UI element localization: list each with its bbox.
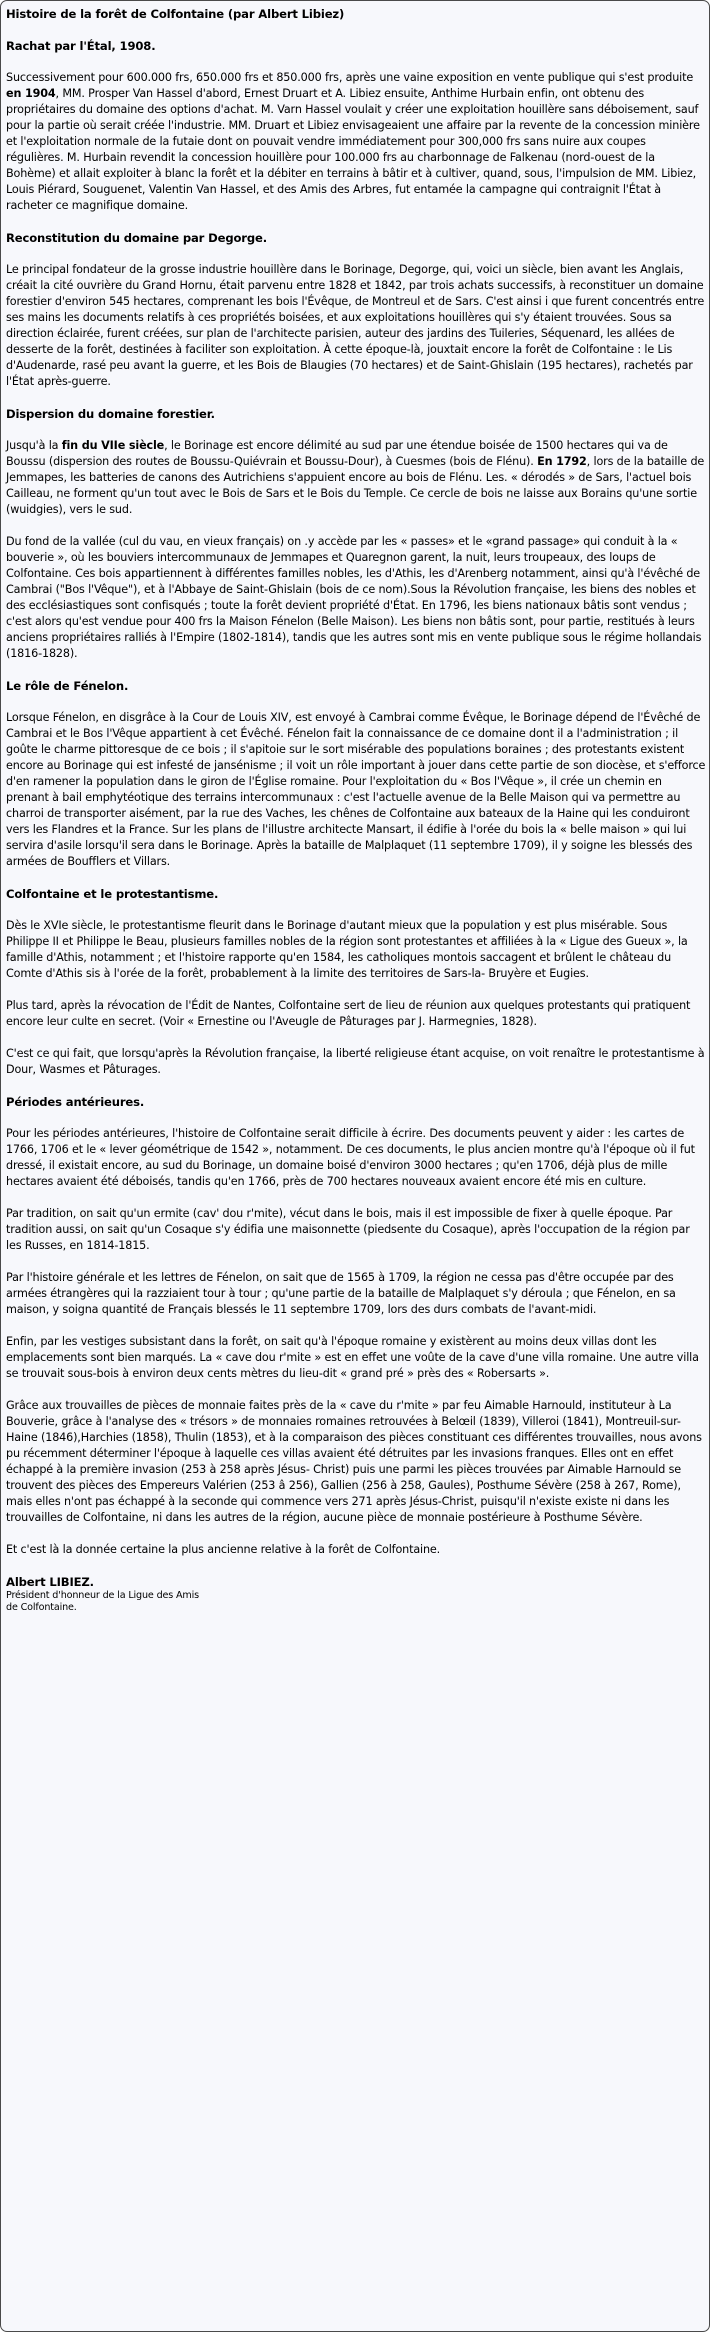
paragraph: Plus tard, après la révocation de l'Édit de Nantes, Colfontaine sert de lieu de réunion aux quelques protestants qui pratiquent encore leur culte en secret. (Voir « Ernestine ou l'Aveugle de Pâturages par J. Harmegnies, 1828). — [6, 999, 691, 1028]
signature-role-line2: de Colfontaine. — [6, 1602, 77, 1613]
paragraph: Du fond de la vallée (cul du vau, en vieux français) on .y accède par les « passes» et le «grand passage» qui conduit à la « bouverie », où les bouviers intercommunaux de Jemmapes et Quaregnon garent, la nuit, leurs troupeaux, des loups de Colfontaine. Ces bois appartiennent à différentes familles nobles, les d'Athis, les d'Arenberg notamment, ainsi qu'à l'évêché de Cambrai ("Bos l'Vêque"), et à l'Abbaye de Saint-Ghislain (bois de ce nom).Sous la Révolution française, les biens des nobles et des ecclésiastiques sont confisqués ; toute la forêt devient propriété d'État. En 1796, les biens nationaux bâtis sont vendus ; c'est alors qu'est vendue pour 400 frs la Maison Fénelon (Belle Maison). Les biens non bâtis sont, pour partie, restitués à leurs anciens propriétaires ralliés à l'Empire (1802-1814), tandis que les autres sont mis en vente publique sous le régime hollandais (1816-1828). — [6, 535, 702, 660]
signature — [6, 1574, 706, 1614]
paragraph-emphasis: en 1904 — [6, 87, 56, 100]
paragraph-emphasis: En 1792 — [537, 455, 587, 468]
page-title: Histoire de la forêt de Colfontaine (par Albert Libiez) — [6, 7, 345, 21]
paragraph: C'est ce qui fait, que lorsqu'après la Révolution française, la liberté religieuse étant acquise, on voit renaître le protestantisme à Dour, Wasmes et Pâturages. — [6, 1047, 705, 1076]
paragraph: Lorsque Fénelon, en disgrâce à la Cour de Louis XIV, est envoyé à Cambrai comme Évêque, le Borinage dépend de l'Évêché de Cambrai et le Bos l'Vêque appartient à cet Évêché. Fénelon fait la connaissance de ce domaine dont il a l'administration ; il goûte le charme pittoresque de ce bois ; il s'apitoie sur le sort misérable des populations boraines ; des protestants existent encore au Borinage qui est infesté de jansénisme ; il voit un rôle important à jouer dans cette partie de son diocèse, et s'efforce d'en ramener la population dans le giron de l'Église romaine. Pour l'exploitation du « Bos l'Vêque », il crée un chemin en prenant à bail emphytéotique des terrains intercommunaux : c'est l'actuelle avenue de la Belle Maison qui va permettre au charroi de transporter aisément, par la rue des Vaches, les chênes de Colfontaine aux bateaux de la Haine qui les conduiront vers les Flandres et la France. Sur les plans de l'illustre architecte Mansart, il édifie à l'orée du bois la « belle maison » qui lui servira d'asile lorsqu'il sera dans le Borinage. Après la bataille de Malplaquet (11 septembre 1709), il y soigne les blessés des armées de Boufflers et Villars. — [6, 711, 706, 868]
paragraph: Enfin, par les vestiges subsistant dans la forêt, on sait qu'à l'époque romaine y existèrent au moins deux villas dont les emplacements sont bien marqués. La « cave dou r'mite » est en effet une voûte de la cave d'une villa romaine. Une autre villa se trouvait sous-bois à environ deux cents mètres du lieu-dit « grand pré » près des « Robersarts ». — [6, 1335, 699, 1380]
signature-name: Albert LIBIEZ. — [6, 1575, 94, 1589]
section-heading-dispersion: Dispersion du domaine forestier. — [6, 407, 215, 421]
paragraph — [6, 438, 706, 518]
section-heading-fenelon: Le rôle de Fénelon. — [6, 679, 129, 693]
paragraph-text: Jusqu'à la — [6, 439, 62, 452]
paragraph: Par l'histoire générale et les lettres de Fénelon, on sait que de 1565 à 1709, la région ne cessa pas d'être occupée par des armées étrangères qui la razziaient tour à tour ; qu'une partie de la bataille de Malplaquet s'y déroula ; que Fénelon, en sa maison, y soigna quantité de Français blessés le 11 septembre 1709, lors des durs combats de l'avant-midi. — [6, 1271, 676, 1316]
paragraph: Dès le XVIe siècle, le protestantisme fleurit dans le Borinage d'autant mieux que la population y est plus misérable. Sous Philippe II et Philippe le Beau, plusieurs familles nobles de la région sont protestantes et affiliées à la « Ligue des Gueux », la famille d'Athis, notamment ; et l'histoire rapporte qu'en 1584, les catholiques montois saccagent et brûlent le château du Comte d'Athis sis à l'orée de la forêt, probablement à la limite des territoires de Sars-la- Bruyère et Eugies. — [6, 919, 688, 980]
signature-role-line1: Président d'honneur de la Ligue des Amis — [6, 1590, 199, 1601]
paragraph — [6, 70, 706, 214]
paragraph-text: , lors de la bataille de Jemmapes, les batteries de canons des Autrichiens s'appuient encore au bois de Flénu. Les. « dérodés » de Sars, l'actuel bois Cailleau, ne forment qu'un tout avec le Bois de Sars et le Bois du Temple. Ce cercle de bois ne laisse aux Borains qu'une sortie (wuidgies), vers le sud. — [6, 455, 705, 516]
section-heading-reconstitution: Reconstitution du domaine par Degorge. — [6, 231, 267, 245]
paragraph-text: , MM. Prosper Van Hassel d'abord, Ernest Druart et A. Libiez ensuite, Anthime Hurbain enfin, ont obtenu des propriétaires du domaine des options d'achat. M. Varn Hassel voulait y créer une exploitation houillère sans déboisement, sauf pour la partie où serait créée l'industrie. MM. Druart et Libiez envisageaient une affaire par la revente de la concession minière et l'exploitation normale de la futaie dont on pouvait vendre immédiatement pour 300,000 frs sans nuire aux coupes régulières. M. Hurbain revendit la concession houillère pour 100.000 frs au charbonnage de Falkenau (nord-ouest de la Bohème) et allait exploiter à blanc la forêt et la débiter en terrains à bâtir et à cultiver, quand, sous, l'impulsion de MM. Libiez, Louis Piérard, Souguenet, Valentin Van Hassel, et des Amis des Arbres, fut entamée la campagne qui contraignit l'État à racheter ce magnifique domaine. — [6, 87, 700, 212]
section-heading-rachat: Rachat par l'Étal, 1908. — [6, 39, 156, 53]
article-content — [6, 6, 706, 1614]
paragraph: Et c'est là la donnée certaine la plus ancienne relative à la forêt de Colfontaine. — [6, 1543, 441, 1556]
paragraph: Par tradition, on sait qu'un ermite (cav' dou r'mite), vécut dans le bois, mais il est impossible de fixer à quelle époque. Par tradition aussi, on sait qu'un Cosaque s'y édifia une maisonnette (piedsente du Cosaque), après l'occupation de la région par les Russes, en 1814-1815. — [6, 1207, 690, 1252]
paragraph-text: Successivement pour 600.000 frs, 650.000 frs et 850.000 frs, après une vaine exposition en vente publique qui s'est produite — [6, 71, 694, 84]
paragraph: Le principal fondateur de la grosse industrie houillère dans le Borinage, Degorge, qui, voici un siècle, bien avant les Anglais, créait la cité ouvrière du Grand Hornu, était parvenu entre 1828 et 1842, par trois achats successifs, à reconstituer un domaine forestier d'environ 545 hectares, comprenant les bois l'Évêque, de Montreul et de Sars. C'est ainsi i que furent concentrés entre ses mains les documents relatifs à ces propriétés boisées, et aux exploitations houillères qui s'y étaient trouvées. Sous sa direction éclairée, furent créées, sur plan de l'architecte parisien, auteur des jardins des Tuileries, Séquenard, les allées de desserte de la forêt, destinées à faciliter son exploitation. À cette époque-là, jouxtait encore la forêt de Colfontaine : le Lis d'Audenarde, rasé peu avant la guerre, et les Bois de Blaugies (70 hectares) et de Saint-Ghislain (195 hectares), rachetés par l'État après-guerre. — [6, 263, 705, 388]
paragraph-emphasis: fin du VIIe siècle — [61, 439, 165, 452]
section-heading-periodes: Périodes antérieures. — [6, 1095, 145, 1109]
paragraph: Pour les périodes antérieures, l'histoire de Colfontaine serait difficile à écrire. Des documents peuvent y aider : les cartes de 1766, 1706 et le « lever géométrique de 1542 », notamment. De ces documents, le plus ancien montre qu'à l'époque où il fut dressé, il existait encore, au sud du Borinage, un domaine boisé d'environ 3000 hectares ; qu'en 1706, déjà plus de mille hectares avaient été déboisés, tandis qu'en 1766, près de 700 hectares nouveaux avaient encore été mis en culture. — [6, 1127, 695, 1188]
section-heading-protestantisme: Colfontaine et le protestantisme. — [6, 887, 219, 901]
paragraph: Grâce aux trouvailles de pièces de monnaie faites près de la « cave du r'mite » par feu Aimable Harnould, instituteur à La Bouverie, grâce à l'analyse des « trésors » de monnaies romaines retrouvées à Belœil (1839), Villeroi (1841), Montreuil-sur-Haine (1846),Harchies (1858), Thulin (1853), et à la comparaison des pièces constituant ces différentes trouvailles, nous avons pu récemment déterminer l'époque à laquelle ces villas avaient été détruites par les invasions franques. Elles ont en effet échappé à la première invasion (253 à 258 après Jésus- Christ) puis une parmi les pièces trouvées par Aimable Harnould se trouvent des pièces des Empereurs Valérien (253 â 256), Gallien (256 à 258, Gaules), Posthume Sévère (258 à 267, Rome), mais elles n'ont pas échappé à la seconde qui commence vers 271 après Jésus-Christ, puisqu'il n'existe existe ni dans les trouvailles de Colfontaine, ni dans les autres de la région, aucune pièce de monnaie postérieure à Posthume Sévère. — [6, 1399, 702, 1524]
paragraph-text: , le Borinage est encore délimité au sud par une étendue boisée de 1500 hectares qui va de Boussu (dispersion des routes de Boussu-Quiévrain et Boussu-Dour), à Cuesmes (bois de Flénu). — [6, 439, 668, 468]
